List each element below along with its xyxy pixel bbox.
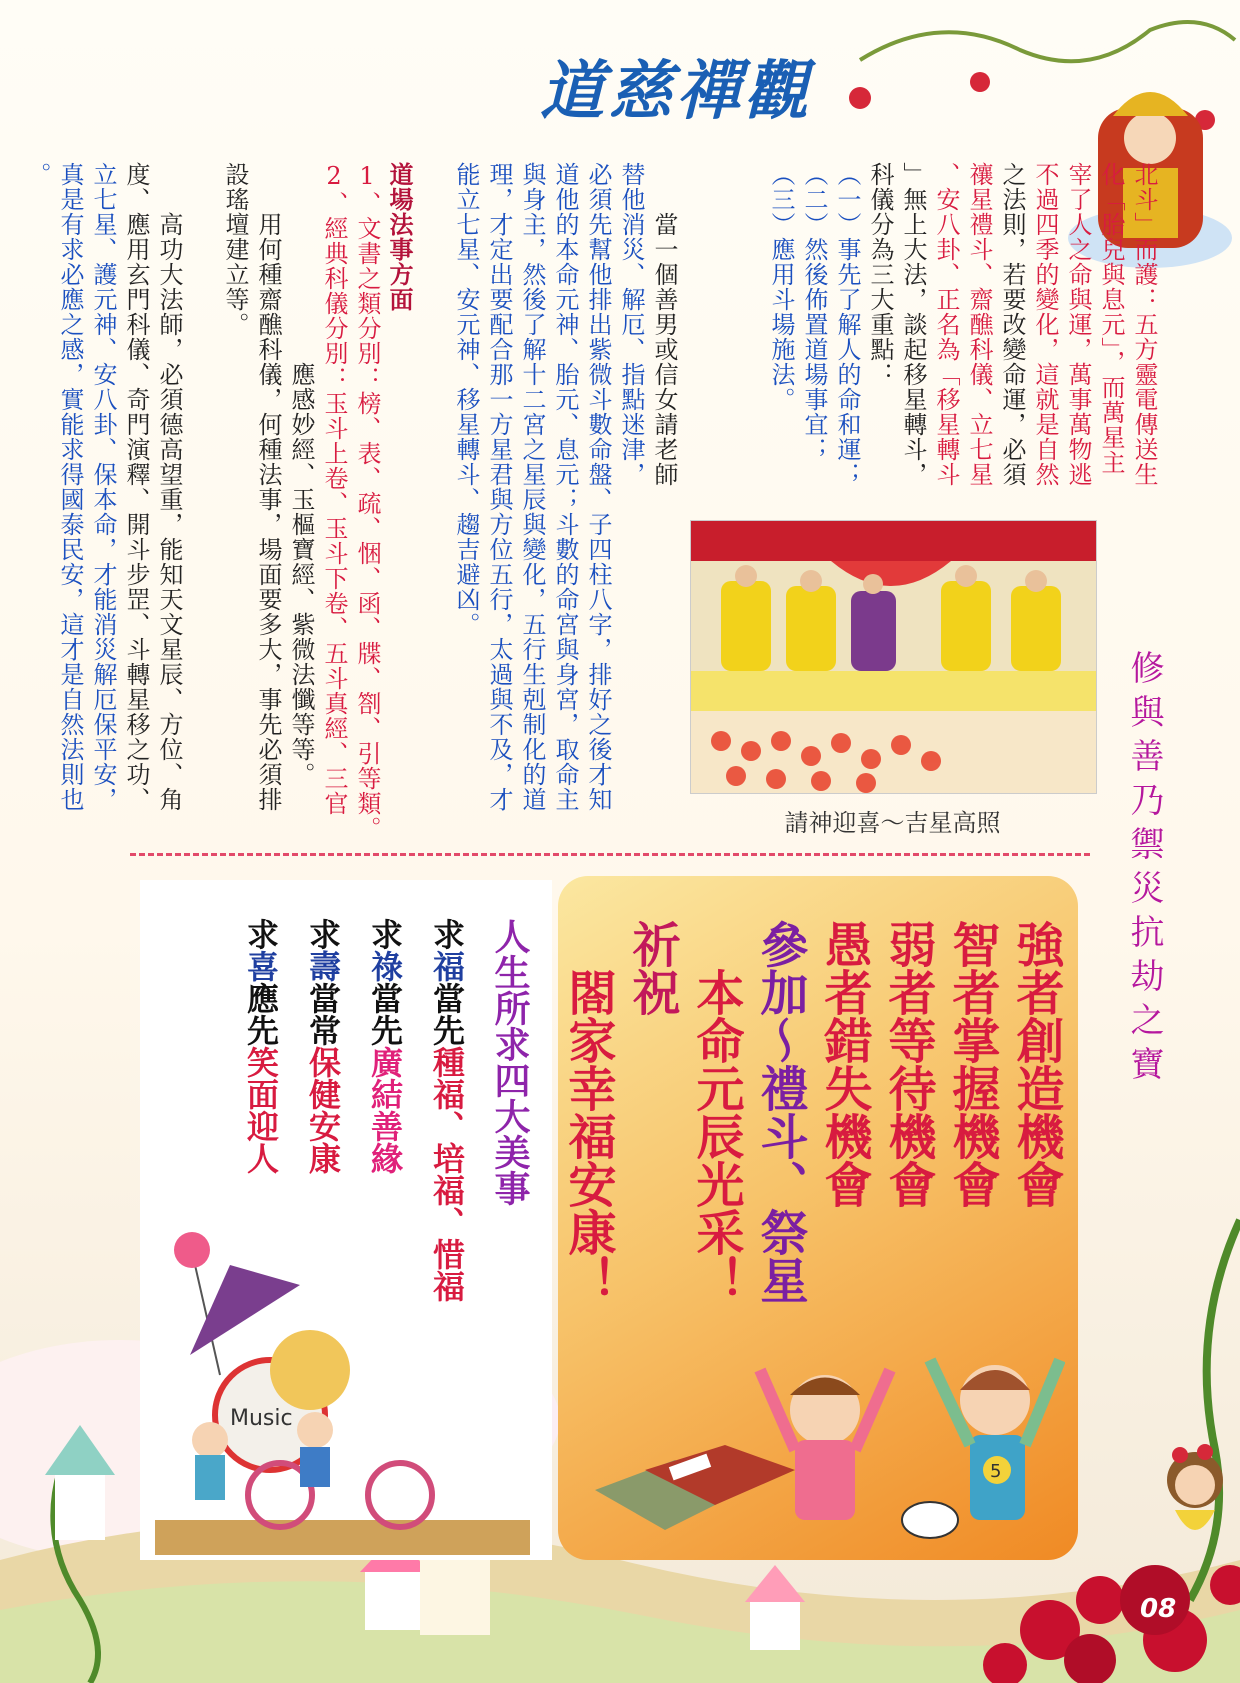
- wish-rest: 廣結善緣: [366, 1046, 404, 1174]
- article-line: 宰了人之命與運，萬事萬物逃: [1064, 162, 1092, 487]
- article-line: 替他消災、解厄、指點迷津，: [617, 162, 645, 487]
- article-line: 。: [23, 162, 51, 187]
- article-line: 立七星、護元神、安八卦、保本命，才能消災解厄保平安，: [89, 162, 117, 812]
- section-divider: [130, 853, 1090, 856]
- kids-cheering-illustration: [585, 1340, 1065, 1550]
- article-line: 能立七星、安元神、移星轉斗、趨吉避凶。: [452, 162, 480, 637]
- motto-line: 愚者錯失機會: [816, 920, 872, 1208]
- wish-mid: 當先: [428, 982, 466, 1046]
- article-line: （三）應用斗場施法。: [767, 162, 795, 412]
- wishes-title: 人生所求四大美事: [489, 918, 530, 1206]
- article-line: 高功大法師，必須德高望重，能知天文星辰、方位、角: [155, 162, 183, 812]
- motto-line: 弱者等待機會: [880, 920, 936, 1208]
- article-line: 之法則，若要改變命運，必須: [998, 162, 1026, 487]
- wish-key: 福: [428, 950, 466, 982]
- ceremony-photo-illustration: [691, 521, 1096, 793]
- shirt-number: 5: [990, 1461, 1002, 1482]
- wish-lead: 求: [366, 918, 404, 950]
- article-line: 必須先幫他排出紫微斗數命盤、子四柱八字，排好之後才知: [584, 162, 612, 812]
- article-line: 真是有求必應之感，實能求得國泰民安，這才是自然法則也: [56, 162, 84, 812]
- motto-line: 本命元辰光采！: [688, 920, 744, 1304]
- wish-mid: 應先: [242, 982, 280, 1046]
- motto-line: 祈祝: [624, 920, 680, 1016]
- article-line: 理，才定出要配合那一方星君與方位五行，太過與不及，才: [485, 162, 513, 812]
- wish-rest: 保健安康: [304, 1046, 342, 1174]
- article-line: 禳星禮斗、齋醮科儀、立七星: [965, 162, 993, 487]
- article-line: 化「胎兒與息元」，而萬星主: [1097, 162, 1125, 475]
- article-line: 1、文書之類分別：榜、表、疏、悃、函、牒、劄、引等類。: [353, 162, 381, 841]
- article-line: 2、經典科儀分別：玉斗上卷、玉斗下卷、五斗真經、三官: [320, 162, 348, 816]
- wish-key: 壽: [304, 950, 342, 982]
- article-column-b: [23, 162, 680, 852]
- article-line: （二）然後佈置道場事宜；: [800, 162, 828, 462]
- article-line: 當一個善男或信女請老師: [650, 162, 678, 487]
- wish-mid: 當先: [366, 982, 404, 1046]
- cherry-girl-illustration: [1150, 1440, 1240, 1550]
- wish-mid: 當常: [304, 982, 342, 1046]
- article-line: 應感妙經、玉樞寶經、紫微法懺等等。: [287, 162, 315, 787]
- side-slogan: 修與善乃禦災抗劫之寶: [1124, 650, 1164, 1090]
- article-line: （一）事先了解人的命和運；: [833, 162, 861, 487]
- article-line: 用何種齋醮科儀，何種法事，場面要多大，事先必須排: [254, 162, 282, 812]
- page-number: 08: [1140, 1594, 1177, 1624]
- article-line: 與身主，然後了解十二宮之星辰與變化，五行生剋制化的道: [518, 162, 546, 812]
- wish-lead: 求: [428, 918, 466, 950]
- article-line: 不過四季的變化，這就是自然: [1031, 162, 1059, 487]
- article-line: 」無上大法，談起移星轉斗，: [899, 162, 927, 487]
- article-line: 北斗」而護：五方靈電傳送生: [1130, 162, 1158, 487]
- wish-rest: 笑面迎人: [242, 1046, 280, 1174]
- music-label: Music: [230, 1406, 293, 1431]
- article-line: 、安八卦、正名為「移星轉斗: [932, 162, 960, 487]
- article-line: 科儀分為三大重點：: [866, 162, 894, 387]
- music-kids-illustration: [150, 1225, 540, 1555]
- ceremony-photo: [690, 520, 1097, 794]
- wish-key: 喜: [242, 950, 280, 982]
- article-line: 道場法事方面: [385, 162, 414, 312]
- article-line: 設瑤壇建立等。: [221, 162, 249, 337]
- motto-line: 強者創造機會: [1008, 920, 1064, 1208]
- motto-line: 閤家幸福安康！: [560, 920, 616, 1304]
- wish-rest: 種福、培福、惜福: [428, 1046, 466, 1302]
- wish-lead: 求: [242, 918, 280, 950]
- photo-caption: 請神迎喜～吉星高照: [784, 809, 1001, 837]
- motto-line: 智者掌握機會: [944, 920, 1000, 1208]
- page-title: 道慈禪觀: [540, 54, 812, 129]
- article-line: [416, 162, 449, 852]
- wish-key: 祿: [366, 950, 404, 982]
- article-line: [185, 162, 218, 852]
- motto-line: 參加～禮斗、祭星: [752, 920, 808, 1304]
- article-line: 度、應用玄門科儀、奇門演釋、開斗步罡、斗轉星移之功、: [122, 162, 150, 812]
- wish-lead: 求: [304, 918, 342, 950]
- article-line: 道他的本命元神、胎元、息元；斗數的命宮與身宮，取命主: [551, 162, 579, 812]
